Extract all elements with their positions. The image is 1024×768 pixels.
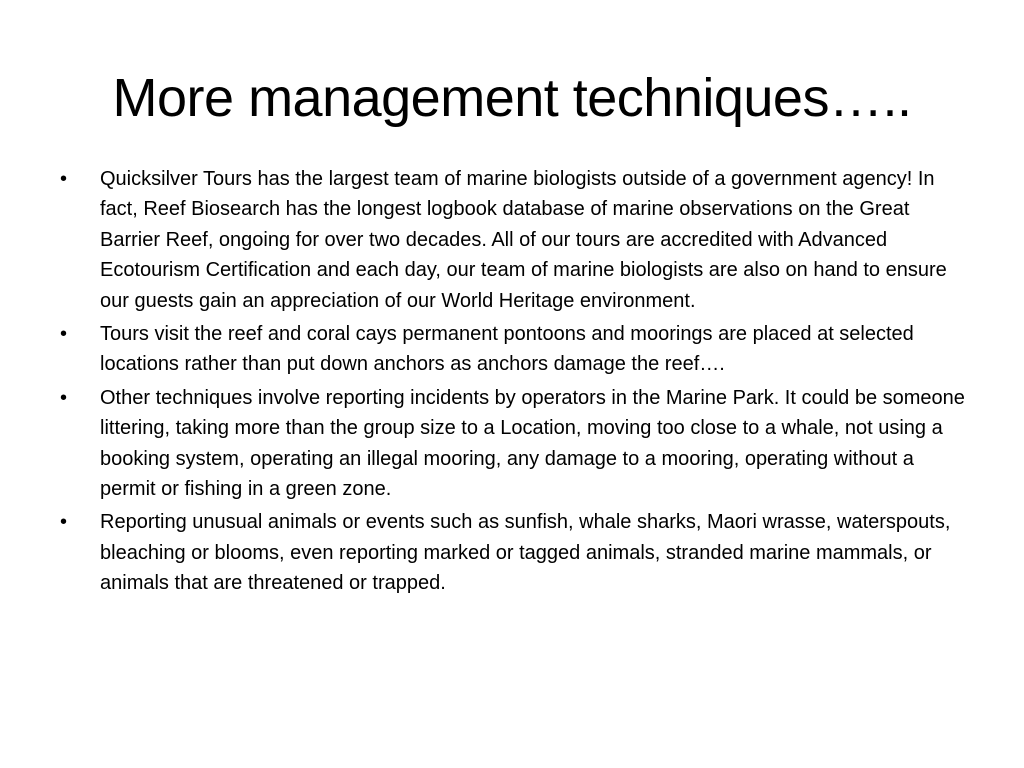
bullet-text: Other techniques involve reporting incidents by operators in the Marine Park. It could be someone littering, taking more than the group size to a Location, moving too close to a whale, not using a booking system, operating an illegal mooring, any damage to a mooring, operating without a permit or fishing in a green zone. <box>100 386 965 501</box>
slide-title: More management techniques….. <box>112 68 912 128</box>
bullet-dot-icon: • <box>60 323 68 346</box>
bullet-text: Reporting unusual animals or events such as sunfish, whale sharks, Maori wrasse, waterspouts, bleaching or blooms, even reporting marked or tagged animals, stranded marine mammals, or animals that are threatened or trapped. <box>100 511 951 595</box>
bullet-text: Quicksilver Tours has the largest team of marine biologists outside of a government agency! In fact, Reef Biosearch has the longest logbook database of marine observations on the Great Barrier Reef, ongoing for over two decades. All of our tours are accredited with Advanced Ecotourism Certification and each day, our team of marine biologists are also on hand to ensure our guests gain an appreciation of our World Heritage environment. <box>100 168 947 312</box>
bullet-text: Tours visit the reef and coral cays permanent pontoons and moorings are placed at selected locations rather than put down anchors as anchors damage the reef…. <box>100 323 914 376</box>
bullet-dot-icon: • <box>60 386 68 409</box>
bullet-item <box>56 507 972 598</box>
bullet-item <box>56 319 972 380</box>
bullet-list <box>56 164 972 602</box>
bullet-dot-icon: • <box>60 168 68 190</box>
bullet-item <box>56 164 972 316</box>
bullet-dot-icon: • <box>60 511 68 534</box>
bullet-item <box>56 383 972 505</box>
